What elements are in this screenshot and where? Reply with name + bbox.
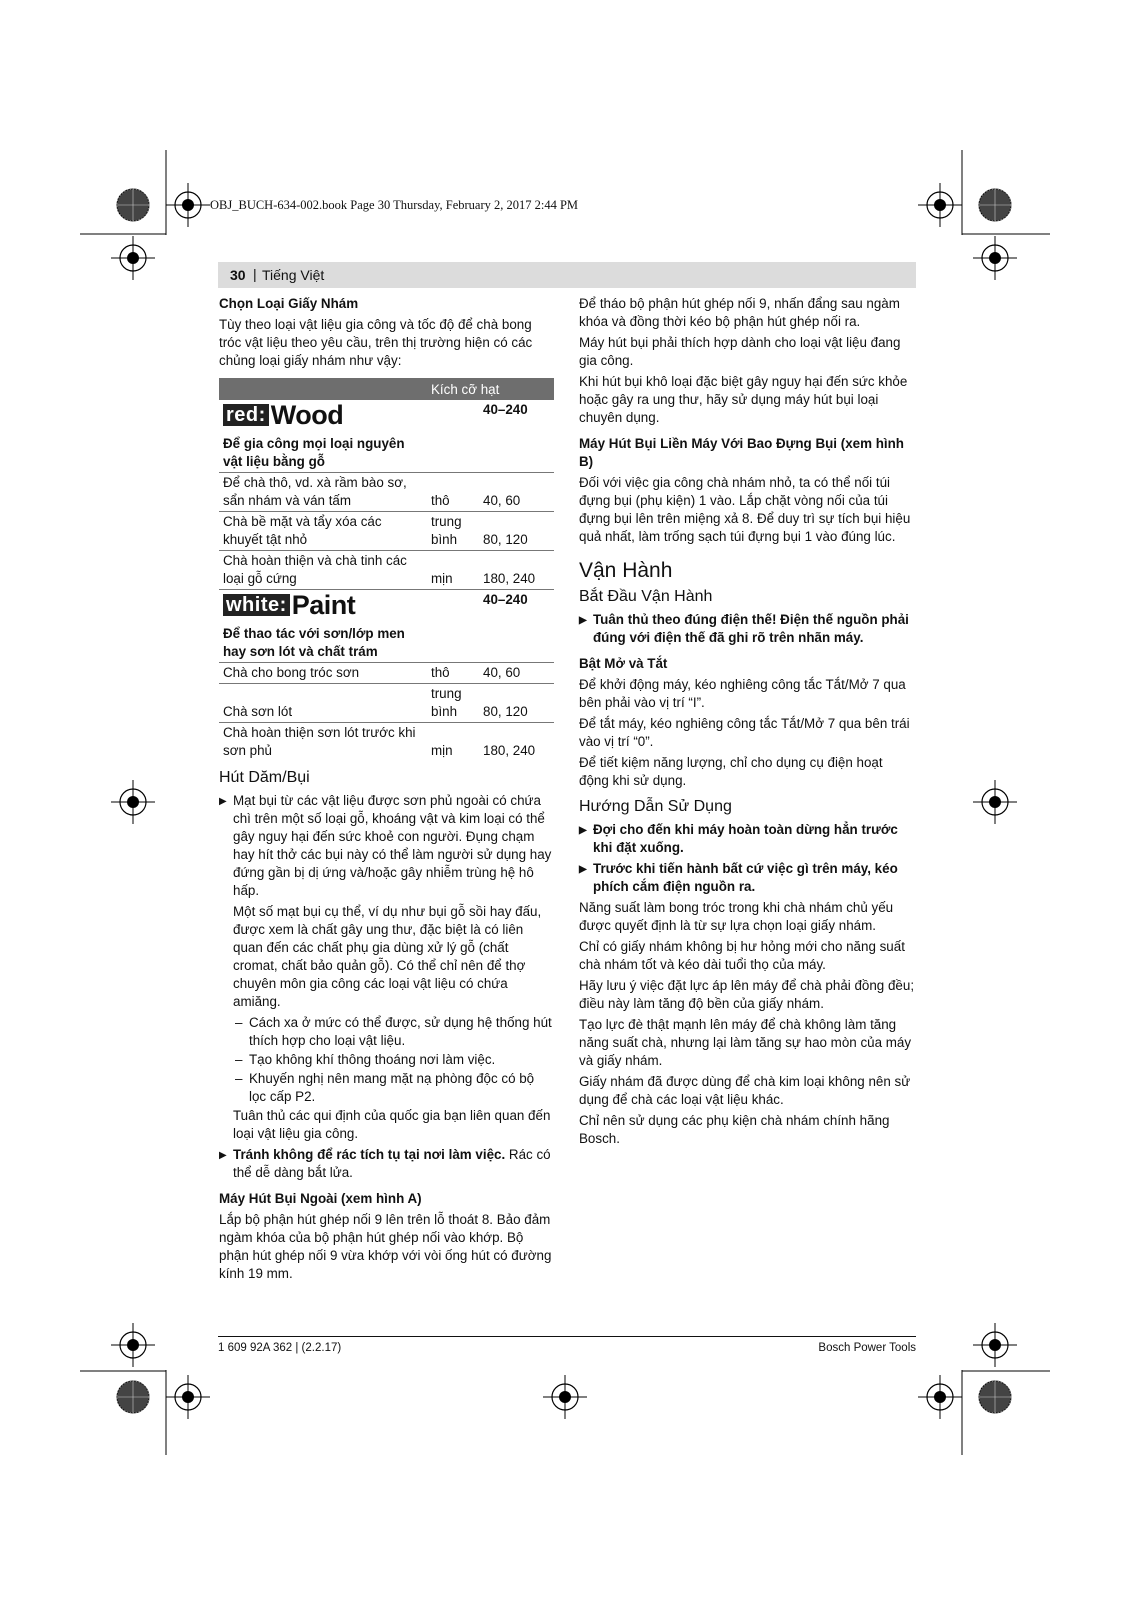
triangle-bullet-icon: ▶	[579, 864, 587, 875]
voltage-warning-text: Tuân thủ theo đúng điện thế! Điện thế nguồn phải đúng với điện thế đã ghi rõ trên nhãn máy.	[593, 612, 909, 645]
right-column	[579, 295, 916, 1151]
dash-item: – Tạo không khí thông thoáng nơi làm việc.	[235, 1052, 496, 1067]
paragraph-energy-saving: Để tiết kiệm năng lượng, chỉ cho dụng cụ điện hoạt động khi sử dụng.	[579, 755, 883, 788]
red-wood-logo	[223, 400, 344, 430]
print-info-line: OBJ_BUCH-634-002.book Page 30 Thursday, February 2, 2017 2:44 PM	[210, 198, 579, 212]
header-separator: |	[253, 266, 257, 282]
wood-grit-range: 40–240	[483, 402, 528, 417]
warning-bullet-wait	[579, 821, 916, 857]
paragraph-tip-3: Hãy lưu ý việc đặt lực áp lên máy để chà phải đồng đều; điều này làm tăng độ bền của giấy nhám.	[579, 978, 915, 1011]
heading-choose-sandpaper: Chọn Loại Giấy Nhám	[219, 296, 359, 311]
heading-dust-extraction: Hút Dăm/Bụi	[219, 769, 310, 786]
debris-warning-rest: Rác có thể dễ dàng bắt lửa.	[233, 1147, 551, 1180]
table-cell-grade: thô	[427, 473, 479, 512]
table-cell-grade: trung bình	[427, 512, 479, 551]
paragraph-vacuum-suitable: Máy hút bụi phải thích hợp dành cho loại vật liệu đang gia công.	[579, 335, 901, 368]
dash-item: – Cách xa ở mức có thể được, sử dụng hệ thống hút thích hợp cho loại vật liệu.	[235, 1015, 552, 1048]
footer-brand: Bosch Power Tools	[818, 1342, 916, 1354]
heading-working-advice: Hướng Dẫn Sử Dụng	[579, 798, 732, 815]
paint-grit-range: 40–240	[483, 592, 528, 607]
paint-description-row	[219, 617, 554, 663]
triangle-bullet-icon: ▶	[579, 825, 587, 836]
heading-external-vacuum: Máy Hút Bụi Ngoài (xem hình A)	[219, 1191, 422, 1206]
table-row	[219, 663, 554, 684]
table-row	[219, 684, 554, 723]
table-cell-grit: 80, 120	[479, 512, 554, 551]
heading-operation: Vận Hành	[579, 559, 673, 582]
white-paint-logo-box: white:	[223, 594, 290, 616]
warning-bullet-debris	[219, 1146, 554, 1182]
table-cell-grade: mịn	[431, 743, 453, 758]
unplug-warning-text: Trước khi tiến hành bất cứ việc gì trên máy, kéo phích cắm điện nguồn ra.	[593, 861, 898, 894]
paint-logo-row	[219, 590, 554, 618]
heading-starting-operation: Bắt Đầu Vận Hành	[579, 588, 713, 605]
warning-bullet-dust	[219, 792, 554, 900]
triangle-bullet-icon: ▶	[579, 615, 587, 626]
grit-size-header: Kích cỡ hạt	[427, 378, 554, 400]
table-row	[219, 723, 554, 762]
table-cell-grit: 180, 240	[479, 551, 554, 590]
table-cell-grit: 40, 60	[479, 663, 554, 684]
warning-bullet-voltage	[579, 611, 916, 647]
white-paint-logo	[223, 590, 356, 620]
wood-logo-row	[219, 400, 554, 427]
footer-doc-number: 1 609 92A 362 | (2.2.17)	[218, 1342, 342, 1354]
footer-rule	[218, 1336, 916, 1337]
wait-warning-text: Đợi cho đến khi máy hoàn toàn dừng hẳn trước khi đặt xuống.	[593, 822, 898, 855]
table-cell-task: Để chà thô, vd. xà rầm bào sơ, sẩn nhám và ván tấm	[219, 473, 427, 512]
paragraph-switch-off: Để tắt máy, kéo nghiêng công tắc Tắt/Mở 7 qua bên trái vào vị trí “0”.	[579, 716, 910, 749]
paragraph-tip-2: Chỉ có giấy nhám không bị hư hỏng mới cho năng suất chà nhám tốt và kéo dài tuổi thọ của máy.	[579, 939, 905, 972]
dust-warning-text-2: Một số mạt bụi cụ thể, ví dụ như bụi gỗ sồi hay đấu, được xem là chất gây ung thư, đặc biệt là có liên quan đến các chất phụ gia dùng xử lý gỗ (chất cromat, chất bảo quản gỗ). Có thể chỉ nên để thợ chuyên môn gia công các loại vật liệu có chứa amiăng.	[233, 904, 542, 1009]
heading-integrated-dust-bag: Máy Hút Bụi Liền Máy Với Bao Đựng Bụi (xem hình B)	[579, 436, 904, 469]
table-row	[219, 512, 554, 551]
white-paint-logo-word: Paint	[291, 590, 356, 620]
paint-description: Để thao tác với sơn/lớp men hay sơn lót và chất trám	[219, 617, 427, 663]
table-cell-grade: trung bình	[427, 684, 479, 723]
paragraph-tip-4: Tạo lực đè thật mạnh lên máy để chà không làm tăng năng suất chà, nhưng lại làm tăng sự hao mòn của máy và giấy nhám.	[579, 1017, 912, 1068]
paragraph-tip-5: Giấy nhám đã được dùng để chà kim loại không nên sử dụng để chà các loại vật liệu khác.	[579, 1074, 911, 1107]
dust-regulations-text: Tuân thủ các qui định của quốc gia bạn liên quan đến loại vật liệu gia công.	[233, 1108, 551, 1141]
table-cell-task: Chà bề mặt và tẩy xóa các khuyết tật nhỏ	[219, 512, 427, 551]
table-cell-grit: 80, 120	[479, 684, 554, 723]
table-cell-grade: thô	[427, 663, 479, 684]
page-number: 30	[230, 267, 246, 283]
heading-on-off: Bật Mở và Tắt	[579, 656, 668, 671]
dash-item-text: Tạo không khí thông thoáng nơi làm việc.	[249, 1052, 496, 1067]
left-column	[219, 295, 554, 1286]
paragraph-remove-adapter: Để tháo bộ phận hút ghép nối 9, nhấn đẩng sau ngàm khóa và đồng thời kéo bộ phận hút ghép nối ra.	[579, 296, 900, 329]
paragraph-integrated-dust-bag: Đối với việc gia công chà nhám nhỏ, ta có thể nối túi đựng bụi (phụ kiện) 1 vào. Lắp chặt vòng nối của túi đựng bụi lên trên miệng xả 8. Để duy trì sự tích bụi hiệu quả nhất, làm trống sạch túi đựng bụi 1 vào đúng lúc.	[579, 475, 911, 544]
paragraph-external-vacuum: Lắp bộ phận hút ghép nối 9 lên trên lỗ thoát 8. Bảo đảm ngàm khóa của bộ phận hút ghép nối vào khớp. Bộ phận hút ghép nối 9 vừa khớp với vòi ống hút có đường kính 19 mm.	[219, 1212, 552, 1281]
header-language: Tiếng Việt	[262, 267, 325, 283]
table-cell-grit: 40, 60	[479, 473, 554, 512]
triangle-bullet-icon: ▶	[219, 1150, 227, 1161]
table-cell-task: Chà hoàn thiện sơn lót trước khi sơn phủ	[223, 725, 416, 758]
debris-warning-bold: Tránh không để rác tích tụ tại nơi làm việc.	[233, 1147, 506, 1162]
paragraph-tip-6: Chỉ nên sử dụng các phụ kiện chà nhám chính hãng Bosch.	[579, 1113, 890, 1146]
paragraph-choose-sandpaper: Tùy theo loại vật liệu gia công và tốc độ để chà bong tróc vật liệu theo yêu cầu, trên thị trường hiện có các chủng loại giấy nhám như vậy:	[219, 317, 533, 368]
dust-warning-text: Mạt bụi từ các vật liệu được sơn phủ ngoài có chứa chì trên một số loại gỗ, khoáng vật và kim loại có thể gây nguy hại đến sức khoẻ con người. Đụng chạm hay hít thở các bụi này có thể làm người sử dụng hay đứng gần bị dị ứng và/hoặc gây nhiễm trùng hệ hô hấp.	[233, 793, 552, 898]
page-header-bar	[218, 262, 916, 288]
wood-description: Để gia công mọi loại nguyên vật liệu bằng gỗ	[219, 427, 427, 473]
sandpaper-table	[219, 378, 554, 761]
table-row	[219, 551, 554, 590]
table-cell-grade: mịn	[427, 551, 479, 590]
red-wood-logo-box: red:	[223, 404, 269, 426]
dash-item-text: Khuyến nghị nên mang mặt nạ phòng độc có bộ lọc cấp P2.	[249, 1071, 535, 1104]
paragraph-switch-on: Để khởi động máy, kéo nghiêng công tắc Tắt/Mở 7 qua bên phải vào vị trí “I”.	[579, 677, 906, 710]
dash-item-text: Cách xa ở mức có thể được, sử dụng hệ thống hút thích hợp cho loại vật liệu.	[249, 1015, 552, 1048]
dash-item: – Khuyến nghị nên mang mặt nạ phòng độc có bộ lọc cấp P2.	[235, 1071, 535, 1104]
table-cell-task: Chà hoàn thiện và chà tinh các loại gỗ cứng	[219, 551, 427, 590]
triangle-bullet-icon: ▶	[219, 796, 227, 807]
table-header-row	[219, 378, 554, 400]
table-row	[219, 473, 554, 512]
wood-description-row	[219, 427, 554, 473]
red-wood-logo-word: Wood	[270, 400, 344, 430]
table-cell-grit: 180, 240	[483, 743, 536, 758]
paragraph-vacuum-special: Khi hút bụi khô loại đặc biệt gây nguy hại đến sức khỏe hoặc gây ra ung thư, hãy sử dụng máy hút bụi loại chuyên dụng.	[579, 374, 908, 425]
table-cell-task: Chà cho bong tróc sơn	[219, 663, 427, 684]
warning-bullet-unplug	[579, 860, 916, 896]
paragraph-tip-1: Năng suất làm bong tróc trong khi chà nhám chủ yếu được quyết định là từ sự lựa chọn loại giấy nhám.	[579, 900, 894, 933]
table-cell-task: Chà sơn lót	[219, 684, 427, 723]
